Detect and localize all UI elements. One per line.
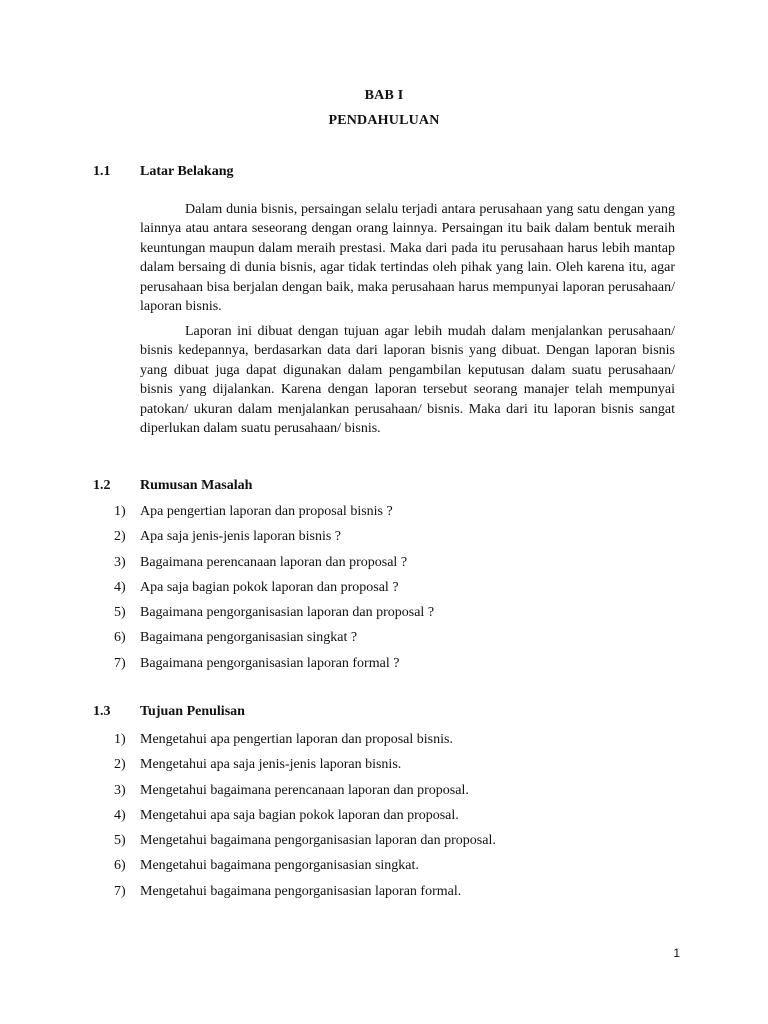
section-heading-tujuan-penulisan	[93, 704, 653, 720]
list-number: 7)	[114, 883, 126, 899]
list-text: Apa saja jenis-jenis laporan bisnis ?	[140, 529, 342, 545]
list-number: 4)	[114, 807, 126, 823]
list-text: Apa saja bagian pokok laporan dan proposal ?	[140, 579, 399, 595]
list-item	[114, 502, 674, 527]
list-text: Mengetahui bagaimana pengorganisasian singkat.	[140, 858, 419, 874]
list-item	[114, 730, 674, 755]
rumusan-masalah-list	[114, 502, 674, 679]
paragraph-latar-belakang-1: Dalam dunia bisnis, persaingan selalu terjadi antara perusahaan yang satu dengan yang lainnya atau antara seseorang dengan orang lainnya. Persaingan itu baik dalam bentuk meraih keuntungan maupun dalam meraih prestasi. Maka dari pada itu perusahaan harus lebih mantap dalam bersaing di dunia bisnis, agar tidak tertindas oleh pihak yang lain. Oleh karena itu, agar perusahaan bisa berjalan dengan baik, maka perusahaan harus mempunyai laporan perusahaan/ laporan bisnis.	[140, 202, 675, 315]
chapter-label: BAB I	[364, 88, 404, 103]
list-item	[114, 553, 674, 578]
list-number: 7)	[114, 655, 126, 671]
list-text: Mengetahui apa saja jenis-jenis laporan bisnis.	[140, 757, 402, 773]
list-item	[114, 882, 674, 907]
list-item	[114, 755, 674, 780]
list-number: 5)	[114, 833, 126, 849]
section-number: 1.1	[93, 164, 111, 179]
paragraph-latar-belakang-2: Laporan ini dibuat dengan tujuan agar lebih mudah dalam menjalankan perusahaan/ bisnis kedepannya, berdasarkan data dari laporan bisnis yang dibuat. Dengan laporan bisnis yang dibuat juga dapat digunakan dalam pengambilan keputusan dalam suatu perusahaan/ bisnis yang dijalankan. Karena dengan laporan tersebut seorang manajer telah mempunyai patokan/ ukuran dalam menjalankan perusahaan/ bisnis. Maka dari itu laporan bisnis sangat diperlukan dalam suatu perusahaan/ bisnis.	[140, 324, 675, 437]
list-text: Mengetahui bagaimana pengorganisasian laporan formal.	[140, 883, 462, 899]
list-item	[114, 806, 674, 831]
list-item	[114, 578, 674, 603]
section-title: Latar Belakang	[140, 164, 234, 179]
section-heading-latar-belakang	[93, 164, 653, 180]
tujuan-penulisan-list	[114, 730, 674, 907]
list-item	[114, 781, 674, 806]
list-text: Bagaimana pengorganisasian laporan dan proposal ?	[140, 605, 435, 621]
section-number: 1.3	[93, 704, 111, 719]
section-title: Rumusan Masalah	[140, 478, 253, 493]
list-text: Mengetahui bagaimana perencanaan laporan dan proposal.	[140, 782, 469, 798]
list-item	[114, 603, 674, 628]
chapter-title: PENDAHULUAN	[328, 113, 440, 128]
section-heading-rumusan-masalah	[93, 478, 653, 494]
list-item	[114, 831, 674, 856]
section-title: Tujuan Penulisan	[140, 704, 245, 719]
list-item	[114, 628, 674, 653]
list-number: 6)	[114, 630, 126, 646]
list-number: 3)	[114, 782, 126, 798]
list-text: Mengetahui bagaimana pengorganisasian laporan dan proposal.	[140, 833, 496, 849]
list-number: 2)	[114, 757, 126, 773]
list-number: 1)	[114, 732, 126, 747]
list-text: Bagaimana pengorganisasian laporan formal ?	[140, 655, 400, 671]
list-number: 2)	[114, 529, 126, 545]
list-number: 6)	[114, 858, 126, 874]
section-number: 1.2	[93, 478, 111, 493]
list-text: Bagaimana pengorganisasian singkat ?	[140, 630, 358, 646]
list-item	[114, 856, 674, 881]
list-number: 4)	[114, 579, 126, 595]
list-number: 3)	[114, 554, 126, 570]
list-number: 1)	[114, 504, 126, 519]
list-text: Mengetahui apa pengertian laporan dan proposal bisnis.	[140, 732, 453, 747]
list-text: Mengetahui apa saja bagian pokok laporan dan proposal.	[140, 807, 459, 823]
list-text: Bagaimana perencanaan laporan dan proposal ?	[140, 554, 408, 570]
list-item	[114, 527, 674, 552]
list-text: Apa pengertian laporan dan proposal bisnis ?	[140, 504, 393, 519]
list-item	[114, 654, 674, 679]
page-number: 1	[673, 946, 680, 960]
list-number: 5)	[114, 605, 126, 621]
